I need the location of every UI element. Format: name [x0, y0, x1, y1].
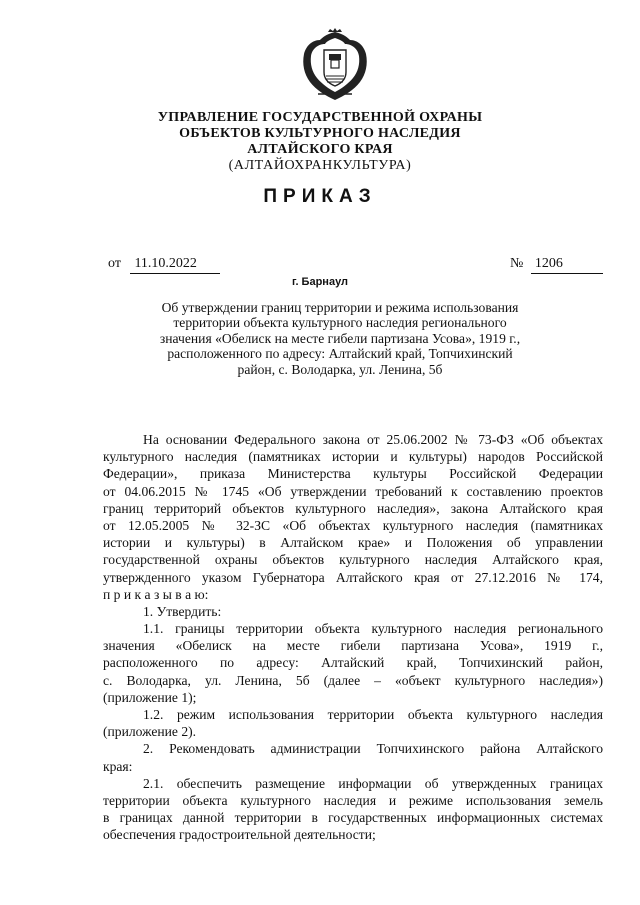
document-subject [120, 300, 560, 377]
coat-of-arms-emblem [298, 28, 372, 104]
body-line: края: [103, 758, 133, 774]
number-value: 1206 [531, 256, 603, 274]
body-line: 1.1. границы территории объекта культурного наследия регионального [143, 621, 603, 637]
subject-line: Об утверждении границ территории и режима использования [161, 300, 519, 315]
org-name-line-2: ОБЪЕКТОВ КУЛЬТУРНОГО НАСЛЕДИЯ [179, 126, 461, 141]
body-line: Федерации», приказа Министерства культуры Российской Федерации [103, 466, 603, 482]
body-line: п р и к а з ы в а ю: [103, 586, 209, 602]
body-line: утвержденного указом Губернатора Алтайского края от 27.12.2016 № 174, [103, 569, 603, 585]
document-body [103, 431, 603, 844]
body-line: 2. Рекомендовать администрации Топчихинского района Алтайского [143, 741, 603, 757]
date-value: 11.10.2022 [130, 256, 220, 274]
org-name-line-3: АЛТАЙСКОГО КРАЯ [247, 142, 393, 157]
subject-line: территории объекта культурного наследия регионального [173, 315, 507, 331]
body-line: обеспечения градостроительной деятельности; [103, 827, 376, 843]
body-line: от 04.06.2015 № 1745 «Об утверждении требований к составлению проектов [103, 483, 603, 499]
body-line: 1.2. режим использования территории объекта культурного наследия [143, 707, 603, 722]
body-line: границ территорий объектов культурного наследия», закона Алтайского края [103, 500, 603, 516]
document-type-title: ПРИКАЗ [263, 186, 377, 207]
body-line: истории и культуры) в Алтайском крае» и Положения об управлении [103, 535, 603, 551]
date-field [108, 256, 220, 274]
body-line: от 12.05.2005 № 32-ЗС «Об объектах культурного наследия (памятниках [103, 517, 603, 533]
org-name-line-1: УПРАВЛЕНИЕ ГОСУДАРСТВЕННОЙ ОХРАНЫ [157, 110, 483, 125]
number-field [510, 256, 603, 274]
body-line: в границах данной территории в государственных информационных системах [103, 810, 603, 826]
subject-line: расположенного по адресу: Алтайский край, Топчихинский [167, 346, 513, 362]
subject-line: значения «Обелиск на месте гибели партизана Усова», 1919 г., [159, 330, 521, 346]
body-line: территории объекта культурного наследия и режиме использования земель [103, 792, 603, 808]
date-prefix: от [108, 256, 121, 271]
body-line: расположенного по адресу: Алтайский край, Топчихинский район, [103, 655, 603, 671]
body-line: значения «Обелиск на месте гибели партизана Усова», 1919 г., [103, 638, 603, 654]
body-line: (приложение 1); [103, 689, 197, 705]
subject-line: район, с. Володарка, ул. Ленина, 5б [237, 361, 443, 377]
body-line: 1. Утвердить: [143, 603, 222, 619]
org-name-abbrev: (АЛТАЙОХРАНКУЛЬТУРА) [228, 158, 412, 173]
body-line: 2.1. обеспечить размещение информации об утвержденных границах [143, 775, 603, 791]
body-line: с. Володарка, ул. Ленина, 5б (далее – «объект культурного наследия») [103, 672, 603, 688]
body-line: культурного наследия (памятниках истории и культуры) народов Российской [103, 449, 603, 465]
number-prefix: № [510, 256, 524, 271]
city-label: г. Барнаул [291, 276, 349, 288]
body-line: (приложение 2). [103, 724, 197, 740]
body-line: На основании Федерального закона от 25.06.2002 № 73-ФЗ «Об объектах [143, 432, 603, 447]
body-line: государственной охраны объектов культурного наследия Алтайского края, [103, 552, 603, 568]
